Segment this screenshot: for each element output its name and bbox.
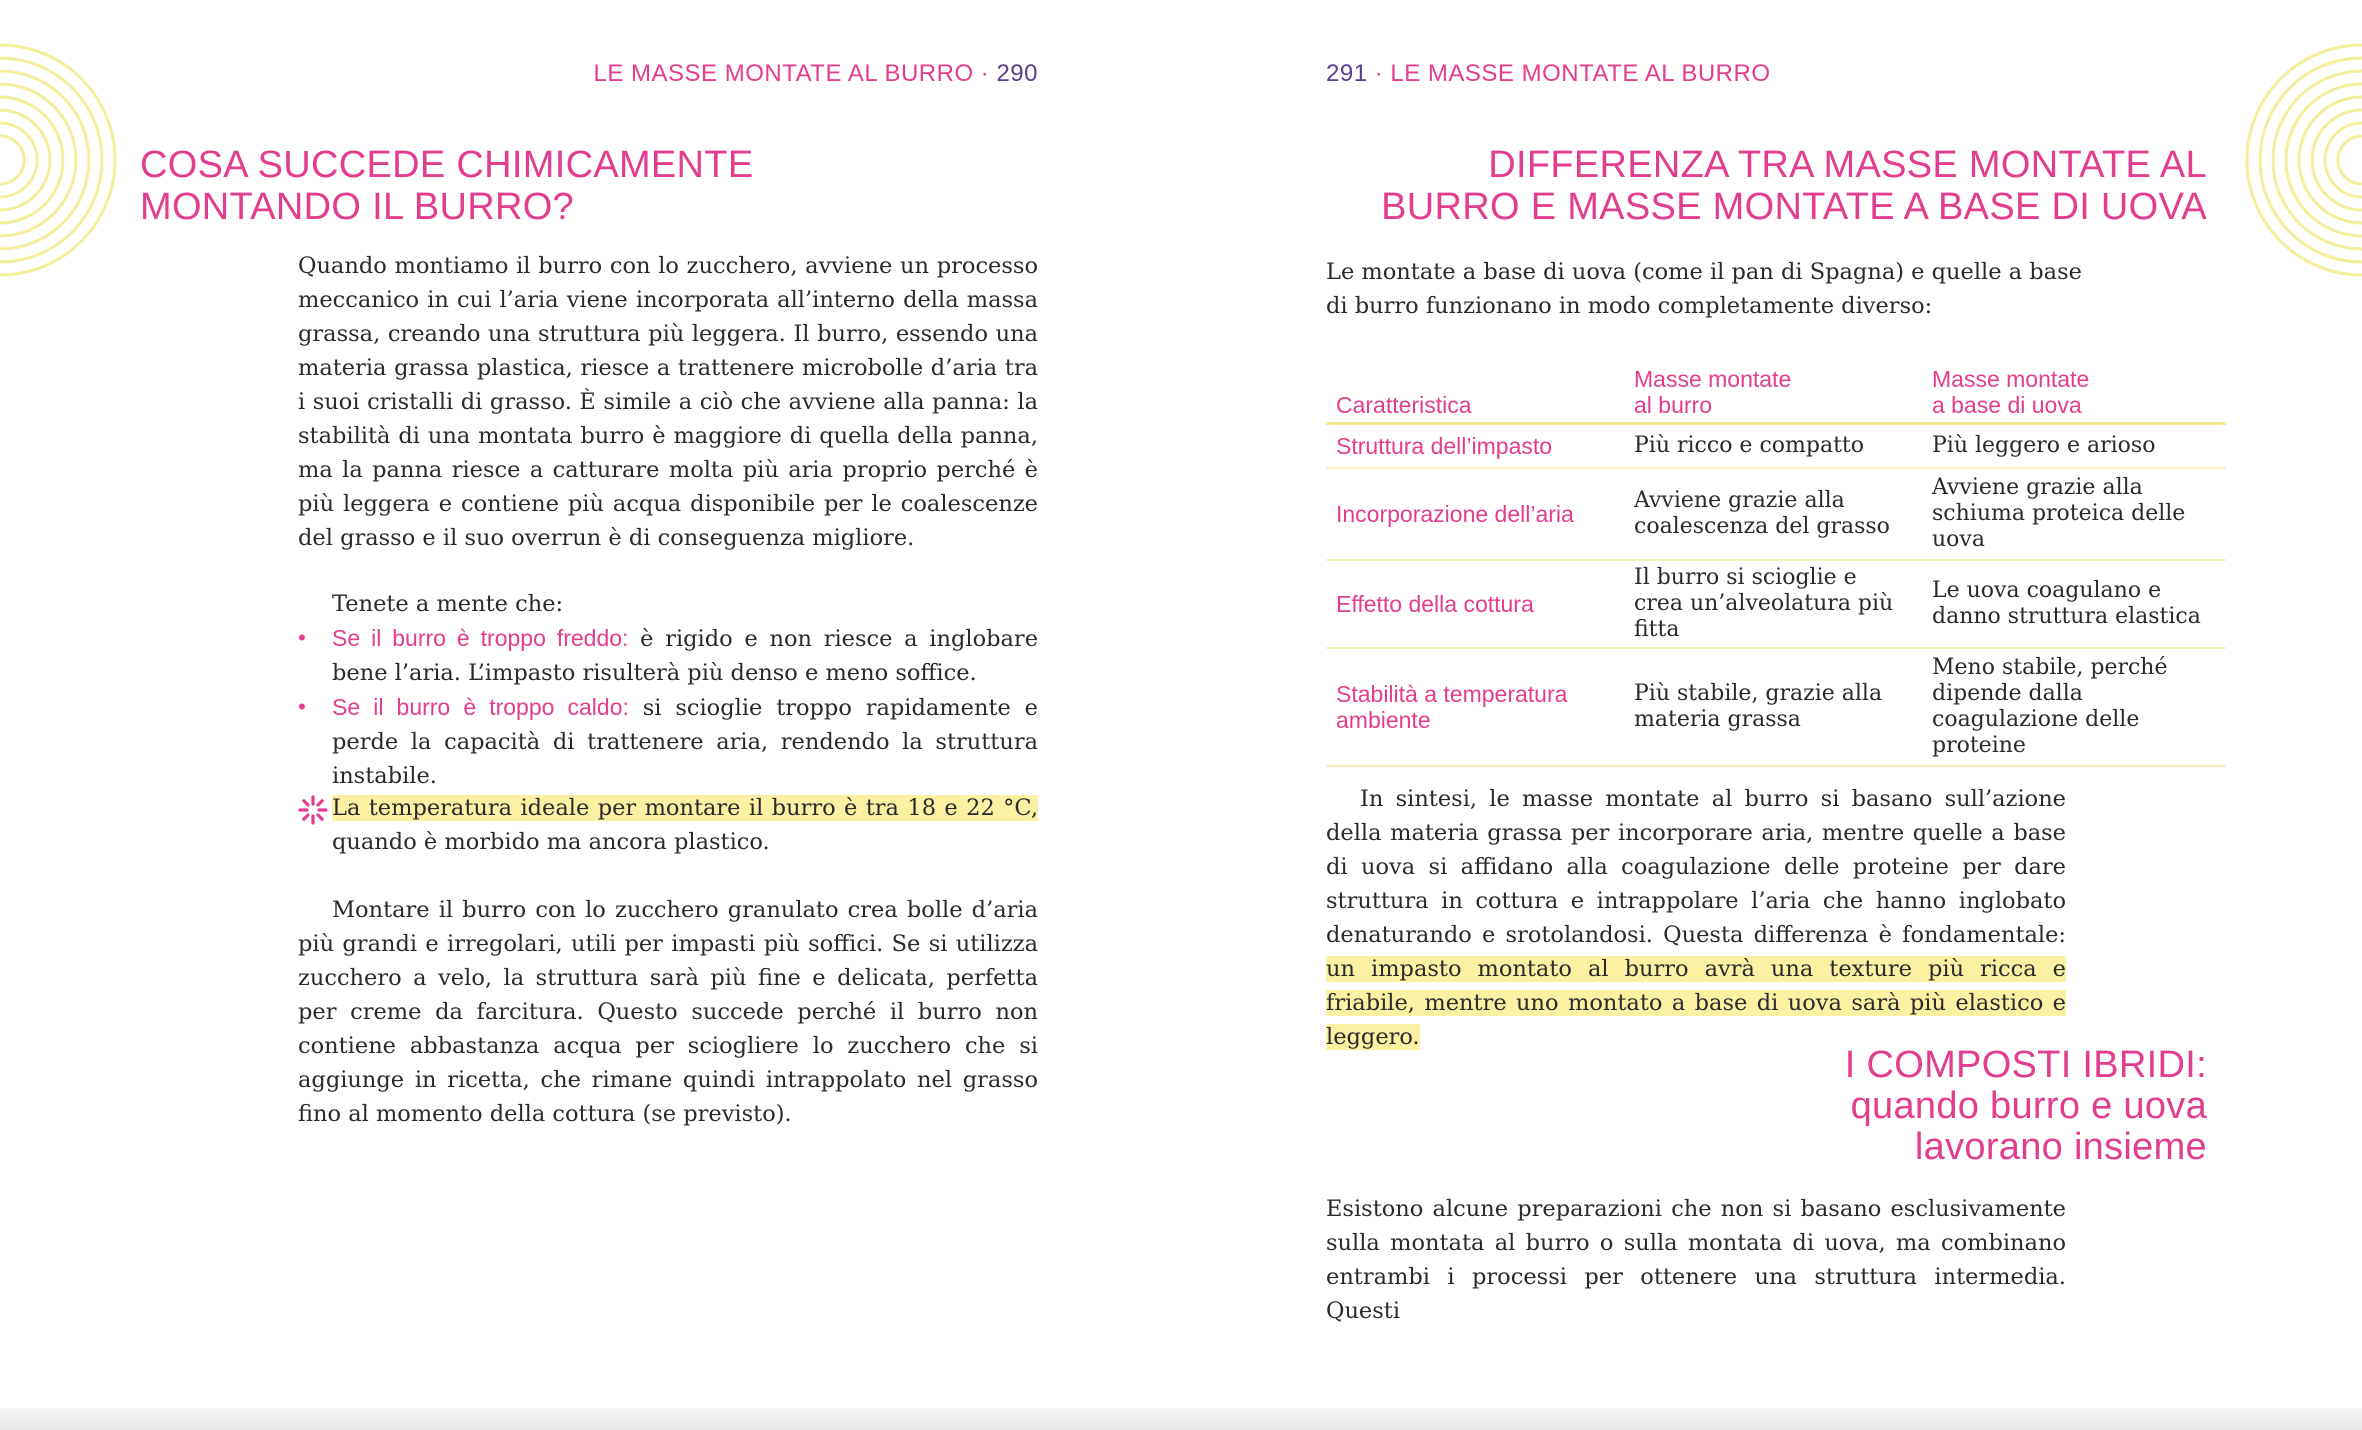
tip-highlight: La temperatura ideale per montare il burro è tra 18 e 22 °C, xyxy=(332,795,1038,821)
running-header-title: LE MASSE MONTATE AL BURRO xyxy=(1390,60,1771,87)
column-header: Caratteristica xyxy=(1326,360,1624,424)
bullet-list xyxy=(298,621,1038,793)
table-cell: Incorporazione dell’aria xyxy=(1326,468,1624,560)
running-header-title: LE MASSE MONTATE AL BURRO xyxy=(593,60,974,87)
table-cell: Avviene grazie alla coalescenza del grasso xyxy=(1624,468,1922,560)
heading-line-1: DIFFERENZA TRA MASSE MONTATE AL xyxy=(1488,144,2207,186)
running-header-left xyxy=(593,60,1038,88)
section-heading xyxy=(1381,144,2207,228)
page-number: 290 xyxy=(996,60,1038,87)
table-cell: Le uova coagulano e danno struttura elastica xyxy=(1922,560,2226,648)
concentric-rings-decoration-left xyxy=(0,0,130,330)
heading-line-2: BURRO E MASSE MONTATE A BASE DI UOVA xyxy=(1381,186,2207,228)
running-header-separator: · xyxy=(1367,60,1391,87)
running-header-separator: · xyxy=(973,60,997,87)
list-item xyxy=(298,690,1038,793)
section-heading xyxy=(140,144,753,228)
paragraph-text: Montare il burro con lo zucchero granulato crea bolle d’aria più grandi e irregolari, utili per impasti più soffici. Se si utilizza zucchero a velo, la struttura sarà più fine e delicata, perfetta per creme da farcitura. Questo succede perché il burro non contiene abbastanza acqua per sciogliere lo zucchero che si aggiunge in ricetta, che rimane quindi intrappolato nel grasso fino al momento della cottura (se previsto). xyxy=(298,897,1038,1127)
heading-line-2: quando burro e uova xyxy=(1850,1085,2207,1127)
heading-line-1: I COMPOSTI IBRIDI: xyxy=(1844,1044,2207,1086)
sparkle-icon xyxy=(298,795,328,825)
running-header-right xyxy=(1326,60,1771,88)
column-header-text: Masse montate al burro xyxy=(1634,366,1792,418)
list-intro: Tenete a mente che: xyxy=(332,591,564,617)
table-cell: Più leggero e arioso xyxy=(1922,424,2226,468)
table-cell: Più stabile, grazie alla materia grassa xyxy=(1624,648,1922,766)
comparison-table xyxy=(1326,360,2226,767)
concentric-rings-decoration-right xyxy=(2232,0,2362,330)
summary-paragraph xyxy=(1326,782,2066,1054)
bullet-dot: • xyxy=(298,694,306,719)
table-cell: Effetto della cottura xyxy=(1326,560,1624,648)
table-row xyxy=(1326,560,2226,648)
table-cell: Il burro si scioglie e crea un’alveolatura più fitta xyxy=(1624,560,1922,648)
bottom-edge-shadow xyxy=(0,1408,2362,1430)
table-row xyxy=(1326,468,2226,560)
table-cell: Meno stabile, perché dipende dalla coagulazione delle proteine xyxy=(1922,648,2226,766)
table-row xyxy=(1326,648,2226,766)
table-cell: Struttura dell’impasto xyxy=(1326,424,1624,468)
page-number: 291 xyxy=(1326,60,1368,87)
column-header xyxy=(1624,360,1922,424)
table-cell: Più ricco e compatto xyxy=(1624,424,1922,468)
subsection-heading xyxy=(1481,1045,2207,1168)
paragraph xyxy=(298,893,1038,1131)
column-header-text: Masse montate a base di uova xyxy=(1932,366,2090,418)
bullet-dot: • xyxy=(298,625,306,650)
tip-paragraph xyxy=(332,791,1038,859)
bullet-label: Se il burro è troppo caldo: xyxy=(332,694,629,720)
paragraph: Esistono alcune preparazioni che non si basano esclusivamente sulla montata al burro o sulla montata di uova, ma combinano entrambi i processi per ottenere una struttura intermedia. Questi xyxy=(1326,1196,2066,1324)
tip-text: quando è morbido ma ancora plastico. xyxy=(332,829,770,855)
bullet-label: Se il burro è troppo freddo: xyxy=(332,625,629,651)
right-page xyxy=(1181,0,2362,1430)
table-row xyxy=(1326,424,2226,468)
table-header-row xyxy=(1326,360,2226,424)
bullet-text: è rigido e non riesce a inglobare bene l’aria. L’impasto risulterà più denso e meno soffice. xyxy=(332,626,1039,686)
summary-text: In sintesi, le masse montate al burro si basano sull’azione della materia grassa per incorporare aria, mentre quelle a base di uova si affidano alla coagulazione delle proteine per dare struttura in cottura e intrappolare l’aria che hanno inglobato denaturando e srotolandosi. Questa differenza è fondamentale: xyxy=(1326,786,2066,948)
heading-line-3: lavorano insieme xyxy=(1914,1126,2207,1168)
column-header xyxy=(1922,360,2226,424)
table-cell: Stabilità a temperatura ambiente xyxy=(1326,648,1624,766)
heading-line-2: MONTANDO IL BURRO? xyxy=(140,186,574,228)
heading-line-1: COSA SUCCEDE CHIMICAMENTE xyxy=(140,144,754,186)
table-cell: Avviene grazie alla schiuma proteica delle uova xyxy=(1922,468,2226,560)
summary-highlight: un impasto montato al burro avrà una texture più ricca e friabile, mentre uno montato a base di uova sarà più elastico e leggero. xyxy=(1326,956,2066,1050)
paragraph: Quando montiamo il burro con lo zucchero, avviene un processo meccanico in cui l’aria viene incorporata all’interno della massa grassa, creando una struttura più leggera. Il burro, essendo una materia grassa plastica, riesce a trattenere microbolle d’aria tra i suoi cristalli di grasso. È simile a ciò che avviene alla panna: la stabilità di una montata burro è maggiore di quella della panna, ma la panna riesce a catturare molta più aria proprio perché è più leggera e contiene più acqua disponibile per le coalescenze del grasso e il suo overrun è di conseguenza migliore. xyxy=(298,253,1038,551)
bullet-text: si scioglie troppo rapidamente e perde la capacità di trattenere aria, rendendo la struttura instabile. xyxy=(332,695,1038,789)
intro-paragraph: Le montate a base di uova (come il pan di Spagna) e quelle a base di burro funzionano in modo completamente diverso: xyxy=(1326,259,2082,319)
list-item xyxy=(298,621,1038,690)
